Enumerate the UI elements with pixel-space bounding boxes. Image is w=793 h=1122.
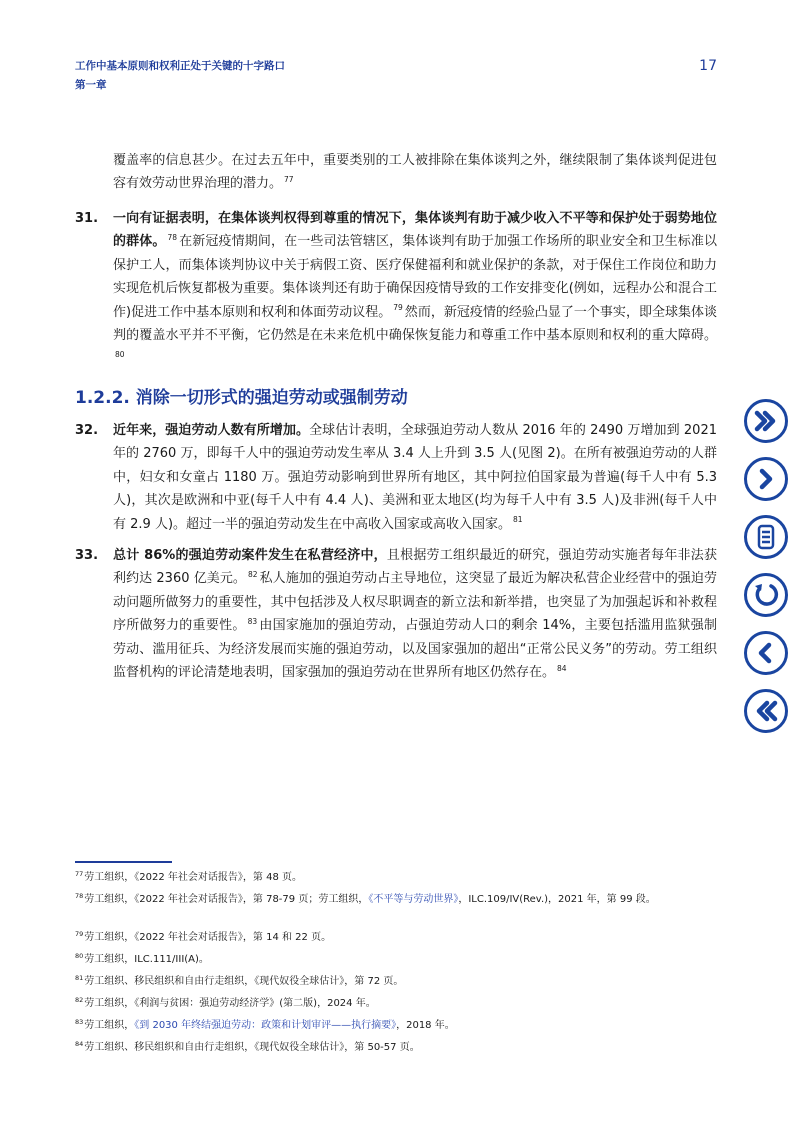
footnote-divider — [75, 861, 172, 863]
paragraph-number: 33. — [75, 548, 99, 563]
next-page-button[interactable] — [744, 457, 788, 501]
footnote-ref[interactable]: 78 — [167, 233, 178, 243]
footnote-text: ，ILC.109/IV(Rev.)，2021 年，第 99 段。 — [458, 894, 656, 905]
paragraph-number: 31. — [75, 211, 99, 226]
chapter-label: 第一章 — [75, 79, 107, 91]
paragraph-text: 全球估计表明，全球强迫劳动人数从 2016 年的 2490 万增加到 2021 年的 2760 万，即每千人中的强迫劳动发生率从 3.4 人上升到 3.5 人(见图 2)。在所有被强迫劳动的人群中，妇女和女童占 1180 万。强迫劳动影响到世界所有地区，其中阿拉伯国家最为普遍(每千人中有 5.3 人)，其次是欧洲和中亚(每千人中有 4.4 人)、美洲和亚太地区(均为每千人中有 3.5 人)及非洲(每千人中有 2.9 人)。超过一半的强迫劳动发生在中高收入国家或高收入国家。 — [113, 423, 717, 532]
back-button[interactable] — [744, 573, 788, 617]
next-page-icon — [747, 460, 785, 498]
footnote — [75, 891, 720, 909]
last-page-button[interactable] — [744, 689, 788, 733]
paragraph-number: 32. — [75, 423, 99, 438]
paragraph-text: 由国家施加的强迫劳动，占强迫劳动人口的剩余 14%，主要包括滥用监狱强制劳动、滥用征兵、为经济发展而实施的强迫劳动，以及国家强加的超出“正常公民义务”的劳动。劳工组织监督机构的评论清楚地表明，国家强加的强迫劳动在世界所有地区仍然存在。 — [113, 618, 717, 681]
footnote — [75, 951, 720, 969]
footnote-ref[interactable]: 77 — [284, 175, 294, 185]
footnote-ref[interactable]: 83 — [247, 616, 258, 626]
paragraph-text: 然而，新冠疫情的经验凸显了一个事实，即全球集体谈判的覆盖水平并不平衡，它仍然是在未来危机中确保恢复能力和尊重工作中基本原则和权利的重大障碍。 — [113, 304, 717, 344]
running-title: 工作中基本原则和权利正处于关键的十字路口 — [75, 60, 285, 72]
footnote-text: 劳工组织， — [84, 1020, 135, 1031]
previous-page-button[interactable] — [744, 631, 788, 675]
footnote-number: 81 — [75, 973, 84, 982]
footnote-number: 79 — [75, 929, 84, 938]
footnote-text: 劳工组织，《2022 年社会对话报告》，第 78-79 页；劳工组织， — [84, 894, 369, 905]
footnote-number: 83 — [75, 1017, 84, 1026]
footnote-text: 劳工组织，《利润与贫困：强迫劳动经济学》(第二版)，2024 年。 — [84, 998, 376, 1009]
footnote-number: 77 — [75, 869, 84, 878]
paragraph-31 — [113, 207, 717, 371]
footnote-number: 78 — [75, 891, 84, 900]
paragraph-text: 且根据劳工组织最近的研究，强迫劳动实施者每年非法获利约达 2360 亿美元。 — [113, 548, 717, 587]
footnote-text: 劳工组织、移民组织和自由行走组织，《现代奴役全球估计》，第 50-57 页。 — [84, 1042, 420, 1053]
footnote — [75, 995, 720, 1013]
footnote-text: ，2018 年。 — [396, 1020, 455, 1031]
footnote-ref[interactable]: 84 — [557, 663, 567, 673]
first-page-icon — [747, 402, 785, 440]
section-heading: 1.2.2. 消除一切形式的强迫劳动或强制劳动 — [75, 388, 408, 408]
footnote — [75, 1017, 720, 1035]
paragraph-33 — [113, 544, 717, 684]
contents-button[interactable] — [744, 515, 788, 559]
footnote — [75, 973, 720, 991]
back-icon — [747, 576, 785, 614]
footnote — [75, 869, 720, 887]
footnote-text: 劳工组织、移民组织和自由行走组织，《现代奴役全球估计》，第 72 页。 — [84, 976, 404, 987]
paragraph-text: 覆盖率的信息甚少。在过去五年中，重要类别的工人被排除在集体谈判之外，继续限制了集体谈判促进包容有效劳动世界治理的潜力。 — [113, 153, 717, 192]
footnote-text: 劳工组织，《2022 年社会对话报告》，第 48 页。 — [84, 872, 302, 883]
footnote-text: 劳工组织，ILC.111/III(A)。 — [84, 954, 209, 965]
footnote-ref[interactable]: 81 — [513, 515, 523, 525]
paragraph-text: 私人施加的强迫劳动占主导地位，这突显了最近为解决私营企业经营中的强迫劳动问题所做努力的重要性，其中包括涉及人权尽职调查的新立法和新举措，也突显了为加强起诉和补救程序所做努力的重要性。 — [113, 571, 717, 634]
paragraph-text: 在新冠疫情期间，在一些司法管辖区，集体谈判有助于加强工作场所的职业安全和卫生标准以保护工人，而集体谈判协议中关于病假工资、医疗保健福利和就业保护的条款，对于保住工作岗位和助力实现危机后恢复都极为重要。集体谈判还有助于确保因疫情导致的工作安排变化(例如，远程办公和混合工作)促进工作中基本原则和权利和体面劳动议程。 — [113, 234, 717, 320]
paragraph-continuation — [113, 149, 717, 196]
footnote — [75, 929, 720, 947]
footnote-number: 82 — [75, 995, 84, 1004]
footnote-ref[interactable]: 79 — [393, 303, 403, 313]
footnote-ref[interactable]: 80 — [115, 350, 125, 360]
footnote-text: 劳工组织，《2022 年社会对话报告》，第 14 和 22 页。 — [84, 932, 332, 943]
contents-icon — [747, 518, 785, 556]
paragraph-lead: 近年来，强迫劳动人数有所增加。 — [113, 423, 310, 438]
last-page-icon — [747, 692, 785, 730]
previous-page-icon — [747, 634, 785, 672]
paragraph-lead: 一向有证据表明，在集体谈判权得到尊重的情况下，集体谈判有助于减少收入不平等和保护处于弱势地位的群体。 — [113, 211, 717, 250]
page-number: 17 — [699, 58, 717, 74]
paragraph-32 — [113, 419, 717, 536]
footnote-number: 84 — [75, 1039, 84, 1048]
footnote-number: 80 — [75, 951, 84, 960]
paragraph-lead: 总计 86%的强迫劳动案件发生在私营经济中， — [113, 548, 387, 563]
footnote-link[interactable]: 《到 2030 年终结强迫劳动：政策和计划审评——执行摘要》 — [134, 1020, 397, 1031]
footnote-ref[interactable]: 82 — [247, 570, 258, 580]
footnote — [75, 1039, 720, 1057]
footnote-link[interactable]: 《不平等与劳动世界》 — [368, 894, 459, 905]
first-page-button[interactable] — [744, 399, 788, 443]
